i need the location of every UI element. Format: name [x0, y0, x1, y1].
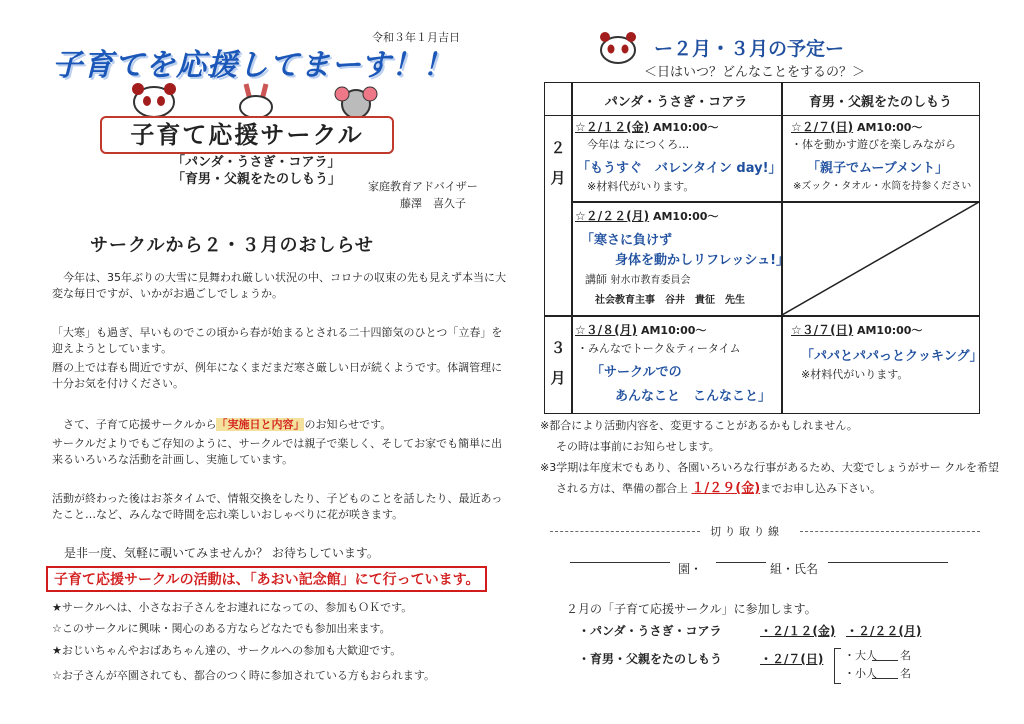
- feb-label: ２月: [550, 139, 566, 187]
- col-header-1: パンダ・うさぎ・コアラ: [604, 95, 748, 110]
- event-5-title: 「パパとパパっとクッキング」: [801, 349, 983, 364]
- name-field[interactable]: [828, 562, 948, 563]
- child-label: ・小人: [844, 667, 877, 680]
- mar-label: ３月: [550, 339, 566, 387]
- note-4-post: までお申し込み下さい。: [760, 482, 882, 495]
- animal-illustrations: [128, 82, 388, 120]
- event-3-note: ※ズック・タオル・水筒を持参ください: [793, 181, 972, 192]
- event-1-pre: 今年は なにつくろ…: [587, 138, 690, 151]
- event-2-lecturer: [585, 272, 691, 289]
- apply-group-1-date-1[interactable]: ・２/１２(金): [760, 624, 836, 638]
- event-3-time: AM10:00～: [856, 121, 923, 134]
- panda-icon: [598, 30, 638, 68]
- class-name-label: 組・氏名: [770, 562, 819, 576]
- kindergarten-field[interactable]: [570, 562, 670, 563]
- event-3-header: [791, 118, 922, 135]
- paragraph-2b: 暦の上では春も間近ですが、例年になくまだまだ寒さ厳しい日が続くようです。体調管理に十分お気を付けください。: [52, 361, 503, 390]
- paragraph-4: 活動が終わった後はお茶タイムで、情報交換をしたり、子どものことを話したり、最近あったこと…など、みんなで時間を忘れ楽しいおしゃべりに花が咲きます。: [52, 492, 503, 521]
- event-2-date: ☆２/２２(月): [575, 209, 650, 223]
- adult-label: ・大人: [844, 649, 877, 662]
- advisor-role: 家庭教育アドバイザー: [368, 180, 478, 193]
- p3-post: のお知らせです。: [304, 418, 392, 431]
- event-3-date: ☆２/７(日): [791, 120, 854, 134]
- event-2-time: AM10:00～: [652, 210, 719, 223]
- apply-group-2-date-1[interactable]: ・２/７(日): [760, 652, 824, 666]
- paragraph-5: 是非一度、気軽に覗いてみませんか？ お待ちしています。: [52, 546, 379, 560]
- p3-pre: さて、子育て応援サークルから: [52, 418, 217, 431]
- note-2: その時は事前にお知らせします。: [556, 440, 720, 453]
- date-line: 令和３年１月吉日: [372, 31, 460, 44]
- note-1: ※都合により活動内容を、変更することがあるかもしれません。: [540, 419, 858, 432]
- paragraph-3b: サークルだよりでもご存知のように、サークルでは親子で楽しく、そしてお家でも簡単に出来るいろいろな活動を計画し、実施しています。: [52, 437, 503, 466]
- event-2-title-2: 身体を動かしリフレッシュ!」: [615, 253, 790, 268]
- paragraph-3: [52, 417, 512, 433]
- kindergarten-label: 園・: [678, 562, 703, 576]
- note-4-pre: される方は、準備の都合上: [556, 482, 688, 495]
- event-1-date: ☆２/１２(金): [575, 120, 650, 134]
- animals-icon: [128, 82, 388, 120]
- subtitle-2: 「育男・父親をたのしもう」: [172, 172, 342, 187]
- deadline-date: １/２９(金): [691, 481, 761, 496]
- apply-group-1: ・パンダ・うさぎ・コアラ: [578, 624, 722, 638]
- child-count-field[interactable]: [872, 678, 898, 679]
- event-1-time: AM10:00～: [652, 121, 719, 134]
- bracket: [834, 648, 841, 684]
- event-2-lecturer-name: 社会教育主事 谷井 貴征 先生: [595, 295, 745, 306]
- circle-title: 子育て応援サークル: [100, 116, 394, 154]
- event-4-title-2: あんなこと こんなこと」: [615, 389, 772, 404]
- banner-title: 子育てを応援してまーす！！: [52, 48, 454, 83]
- event-2-lecturer-org: 射水市教育委員会: [610, 275, 691, 286]
- event-2-lecturer-role: 講師: [585, 273, 607, 286]
- child-unit: 名: [900, 667, 911, 680]
- cut-line-label: 切 り 取 り 線: [710, 525, 779, 538]
- bullet-2: ☆このサークルに興味・関心のある方ならどなたでも参加出来ます。: [52, 622, 391, 635]
- subtitle-1: 「パンダ・うさぎ・コアラ」: [172, 155, 341, 170]
- cut-line-right: [800, 531, 980, 532]
- bullet-3: ★おじいちゃんやおばあちゃん達の、サークルへの参加も大歓迎です。: [52, 644, 402, 657]
- empty-cell-slash: [782, 202, 979, 315]
- adult-count-field[interactable]: [872, 660, 898, 661]
- paragraph-2a: 「大寒」も過ぎ、早いものでこの頃から春が始まるとされる二十四節気のひとつ「立春」を迎えようとしています。: [52, 326, 503, 355]
- note-4: [556, 481, 881, 497]
- cut-line-left: [550, 531, 700, 532]
- apply-group-2: ・育男・父親をたのしもう: [578, 652, 723, 666]
- event-5-time: AM10:00～: [856, 324, 923, 337]
- event-1-header: [575, 118, 718, 135]
- schedule-title: ー２月・３月の予定ー: [654, 38, 845, 60]
- bullet-1: ★サークルへは、小さなお子さんをお連れになっての、参加もＯＫです。: [52, 601, 413, 614]
- event-4-date: ☆３/８(月): [575, 323, 638, 337]
- apply-sentence: ２月の「子育て応援サークル」に参加します。: [566, 602, 817, 616]
- event-4-pre: ・みんなでトーク＆ティータイム: [577, 342, 741, 355]
- event-4-header: [575, 321, 706, 338]
- event-4-title-1: 「サークルでの: [591, 365, 682, 380]
- paragraph-1: 今年は、35年ぶりの大雪に見舞われ厳しい状況の中、コロナの収束の先も見えず本当に大変な毎日ですが、いかがお過ごしでしょうか。: [52, 271, 506, 300]
- event-5-header: [791, 321, 922, 338]
- col-header-2: 育男・父親をたのしもう: [808, 95, 952, 110]
- schedule-subtitle: ＜日はいつ？どんなことをするの？＞: [644, 65, 866, 80]
- event-5-note: ※材料代がいります。: [801, 368, 909, 381]
- location-notice: 子育て応援サークルの活動は、「あおい記念館」にて行っています。: [46, 566, 487, 592]
- event-4-time: AM10:00～: [640, 324, 707, 337]
- event-2-header: [575, 207, 718, 224]
- event-5-date: ☆３/７(日): [791, 323, 854, 337]
- event-2-title-1: 「寒さに負けず: [581, 233, 673, 248]
- apply-group-1-date-2[interactable]: ・２/２２(月): [846, 624, 922, 638]
- event-1-note: ※材料代がいります。: [587, 180, 695, 193]
- advisor-name: 藤澤 喜久子: [400, 197, 466, 210]
- event-1-title: 「もうすぐ バレンタイン day!」: [577, 161, 782, 176]
- section-heading: サークルから２・３月のおしらせ: [90, 235, 374, 256]
- event-3-title: 「親子でムーブメント」: [807, 161, 949, 176]
- class-field[interactable]: [716, 562, 766, 563]
- event-3-pre: ・体を動かす遊びを楽しみながら: [791, 138, 956, 151]
- bullet-4: ☆お子さんが卒園されても、都合のつく時に参加されている方もおられます。: [52, 669, 435, 682]
- p3-highlight: 「実施日と内容」: [216, 418, 305, 431]
- schedule-table: [544, 82, 983, 414]
- adult-unit: 名: [900, 649, 911, 662]
- note-3: ※3学期は年度末でもあり、各園いろいろな行事があるため、大変でしょうがサー クルを希望: [540, 461, 999, 474]
